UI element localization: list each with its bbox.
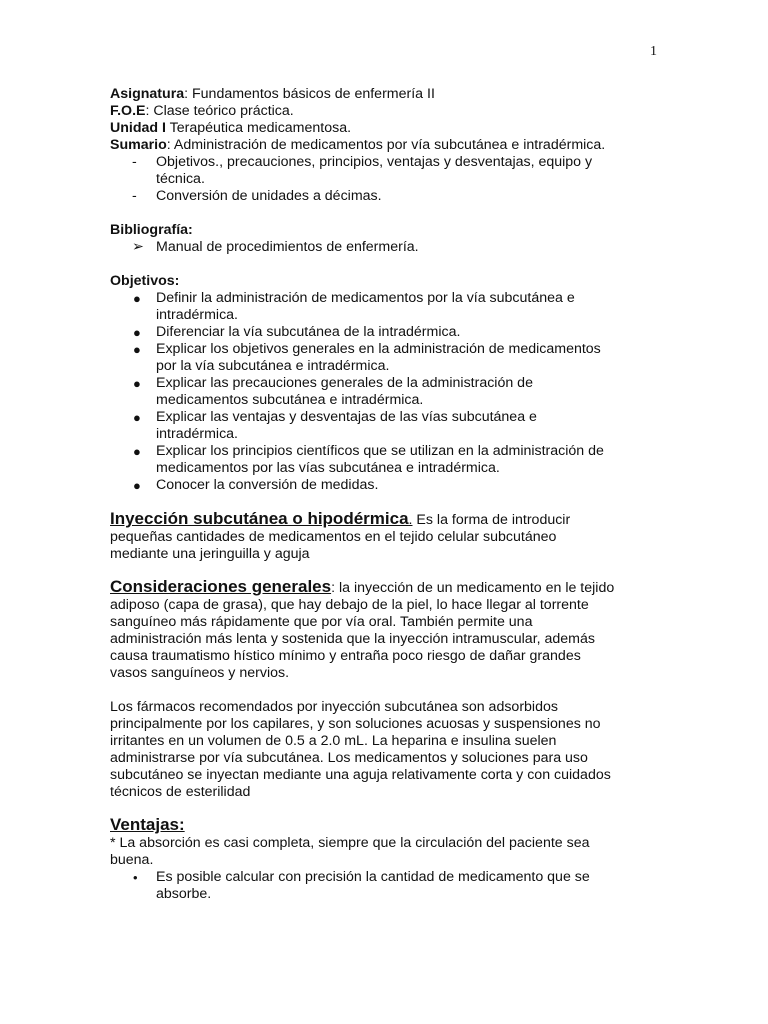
ventajas-list <box>110 869 670 903</box>
list-item: - Conversión de unidades a décimas. <box>132 188 382 204</box>
document-body <box>110 86 670 903</box>
sumario-value: : Administración de medicamentos por vía subcutánea e intradérmica. <box>166 137 606 153</box>
consideraciones-paragraph: Consideraciones generales: la inyección de un medicamento en le tejido adiposo (capa de grasa), que hay debajo de la piel, lo hace llegar al torrente sanguíneo más rápidamente que por vía oral. También permite una administración más lenta y sostenida que la inyección intramuscular, además causa traumatismo hístico mínimo y entraña poco riesgo de dañar grandes vasos sanguíneos y nervios. <box>110 577 615 681</box>
farmacos-paragraph: Los fármacos recomendados por inyección subcutánea son adsorbidos principalmente por los capilares, y son soluciones acuosas y suspensiones no irritantes en un volumen de 0.5 a 2.0 mL. La heparina e insulina suelen administrarse por vía subcutánea. Los medicamentos y soluciones para uso subcutáneo se inyectan mediante una aguja relativamente corta y con cuidados técnicos de esterilidad <box>110 699 611 800</box>
page-number: 1 <box>650 44 657 59</box>
list-item: ● Definir la administración de medicamentos por la vía subcutánea e intradérmica. <box>133 290 575 323</box>
list-item: ● Conocer la conversión de medidas. <box>133 477 379 493</box>
bullet-icon: ● <box>133 444 141 459</box>
inyeccion-title: Inyección subcutánea o hipodérmica <box>110 509 409 528</box>
objetivos-list <box>110 290 670 494</box>
ventajas-title: Ventajas: <box>110 815 185 834</box>
bullet-icon: ● <box>133 342 141 357</box>
sumario-list <box>110 154 670 205</box>
consideraciones-title: Consideraciones generales <box>110 577 332 596</box>
bullet-icon: ● <box>133 291 141 306</box>
foe-label: F.O.E <box>110 103 146 119</box>
asignatura-label: Asignatura <box>110 86 185 102</box>
bibliografia-list <box>110 239 670 256</box>
unidad-value: Terapéutica medicamentosa. <box>165 120 352 136</box>
list-item: ● Diferenciar la vía subcutánea de la intradérmica. <box>133 324 461 340</box>
sumario-line <box>110 137 670 154</box>
list-item: ● Explicar las precauciones generales de la administración de medicamentos subcutánea e intradérmica. <box>133 375 533 408</box>
bullet-icon: • <box>133 870 138 885</box>
arrow-bullet-icon: ➢ <box>132 239 144 255</box>
objetivos-title: Objetivos: <box>110 273 180 289</box>
bullet-icon: ● <box>133 376 141 391</box>
foe-value: : Clase teórico práctica. <box>145 103 294 119</box>
bullet-icon: ● <box>133 325 141 340</box>
bullet-icon: ● <box>133 410 141 425</box>
list-item: ● Explicar los principios científicos que se utilizan en la administración de medicamentos por las vías subcutánea e intradérmica. <box>133 443 604 476</box>
list-item: ● Explicar los objetivos generales en la administración de medicamentos por la vía subcutánea e intradérmica. <box>133 341 601 374</box>
unidad-label: Unidad I <box>110 120 166 136</box>
list-item: ➢ Manual de procedimientos de enfermería. <box>132 239 419 255</box>
list-item: - Objetivos., precauciones, principios, ventajas y desventajas, equipo y técnica. <box>132 154 593 187</box>
ventajas-paragraph: * La absorción es casi completa, siempre que la circulación del paciente sea buena. <box>110 835 590 868</box>
list-item: • Es posible calcular con precisión la cantidad de medicamento que se absorbe. <box>133 869 590 902</box>
asignatura-value: : Fundamentos básicos de enfermería II <box>184 86 435 102</box>
inyeccion-paragraph: Inyección subcutánea o hipodérmica. Es la forma de introducir pequeñas cantidades de medicamentos en el tejido celular subcutáneo mediante una jeringuilla y aguja <box>110 509 571 562</box>
foe-line <box>110 103 670 120</box>
asignatura-line <box>110 86 670 103</box>
unidad-line <box>110 120 670 137</box>
bibliografia-title: Bibliografía: <box>110 222 193 238</box>
bullet-icon: ● <box>133 478 141 493</box>
sumario-label: Sumario <box>110 137 167 153</box>
list-item: ● Explicar las ventajas y desventajas de las vías subcutánea e intradérmica. <box>133 409 537 442</box>
